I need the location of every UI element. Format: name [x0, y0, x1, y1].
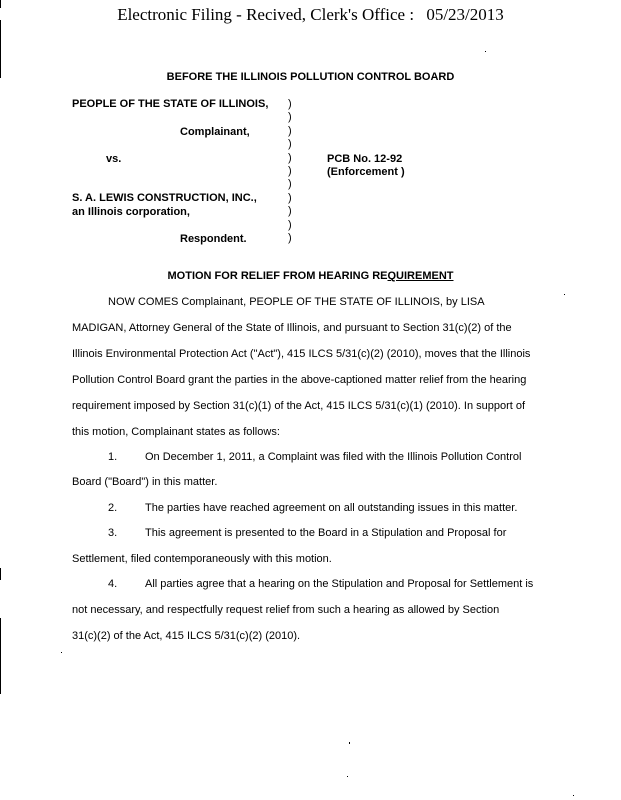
scan-speck [349, 742, 350, 744]
paragraph-text: On December 1, 2011, a Complaint was filed with the Illinois Pollution Control [145, 451, 522, 463]
paragraph-number: 1. [108, 451, 118, 463]
intro-line: NOW COMES Complainant, PEOPLE OF THE STATE OF ILLINOIS, by LISA [108, 296, 485, 308]
defendant-role: Respondent. [180, 233, 247, 245]
intro-line: MADIGAN, Attorney General of the State of Illinois, and pursuant to Section 31(c)(2) of the [72, 322, 512, 334]
scan-speck [573, 795, 574, 796]
filing-date: 05/23/2013 [426, 5, 504, 24]
motion-title-prefix: MOTION FOR RELIEF FROM HEARING RE [167, 270, 388, 282]
caption-paren: ) [288, 138, 292, 151]
plaintiff-role: Complainant, [180, 126, 250, 138]
scan-speck [61, 652, 62, 653]
caption-paren: ) [288, 205, 292, 218]
intro-line: this motion, Complainant states as follows: [72, 426, 280, 438]
scan-edge-mark [0, 0, 1, 8]
caption-paren: ) [288, 165, 292, 178]
caption-paren: ) [288, 151, 292, 164]
paragraph-text: Board ("Board") in this matter. [72, 476, 218, 488]
case-number: PCB No. 12-92 [327, 153, 403, 165]
caption-paren: ) [288, 124, 292, 137]
paragraph-text: not necessary, and respectfully request relief from such a hearing as allowed by Section [72, 604, 500, 616]
scan-speck [564, 294, 565, 295]
paragraph-text: The parties have reached agreement on all outstanding issues in this matter. [145, 502, 518, 514]
motion-title [0, 270, 621, 282]
paragraph-number: 3. [108, 527, 118, 539]
filing-header-text: Electronic Filing - Recived, Clerk's Office : [117, 5, 415, 24]
defendant-name: S. A. LEWIS CONSTRUCTION, INC., [72, 192, 257, 204]
paragraph-text: This agreement is presented to the Board in a Stipulation and Proposal for [145, 527, 507, 539]
intro-line: Illinois Environmental Protection Act ("Act"), 415 ILCS 5/31(c)(2) (2010), moves that the Illinois [72, 348, 531, 360]
board-title: BEFORE THE ILLINOIS POLLUTION CONTROL BOARD [166, 71, 455, 83]
paragraph-number: 4. [108, 578, 118, 590]
intro-line: Pollution Control Board grant the parties in the above-captioned matter relief from the hearing [72, 374, 527, 386]
caption-paren: ) [288, 232, 292, 245]
case-type: (Enforcement ) [327, 166, 405, 178]
versus-label: vs. [106, 153, 122, 165]
scan-speck [485, 51, 486, 52]
caption-paren: ) [288, 178, 292, 191]
defendant-description: an Illinois corporation, [72, 206, 190, 218]
paragraph-text: All parties agree that a hearing on the Stipulation and Proposal for Settlement is [145, 578, 534, 590]
motion-title-underlined: QUIREMENT [387, 270, 454, 282]
paragraph-text: 31(c)(2) of the Act, 415 ILCS 5/31(c)(2) (2010). [72, 630, 301, 642]
scan-edge-mark [0, 20, 1, 78]
paragraph-number: 2. [108, 502, 118, 514]
caption-paren: ) [288, 218, 292, 231]
caption-paren-column [288, 98, 292, 245]
intro-line: requirement imposed by Section 31(c)(1) of the Act, 415 ILCS 5/31(c)(1) (2010). In support of [72, 400, 526, 412]
caption-paren: ) [288, 111, 292, 124]
plaintiff-name: PEOPLE OF THE STATE OF ILLINOIS, [72, 98, 269, 110]
caption-paren: ) [288, 98, 292, 110]
caption-paren: ) [288, 191, 292, 204]
scan-speck [347, 776, 348, 777]
paragraph-text: Settlement, filed contemporaneously with this motion. [72, 553, 332, 565]
scan-edge-mark [0, 618, 1, 694]
scan-edge-mark [0, 568, 1, 580]
filing-header [0, 5, 621, 25]
